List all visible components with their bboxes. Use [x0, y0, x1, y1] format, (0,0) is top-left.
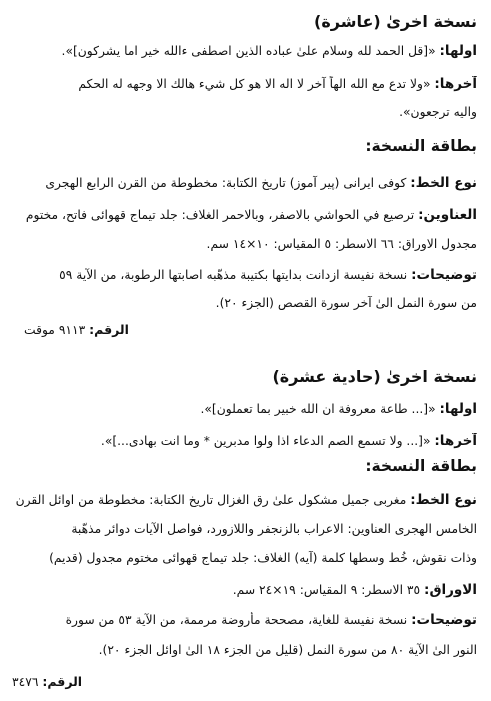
incipit-label: اولها: [439, 43, 477, 59]
incipit-line [12, 401, 477, 418]
notes-continuation: من سورة النمل الىٰ آخر سورة القصص (الجزء ٢٠). [215, 296, 477, 310]
explicit-line [12, 76, 477, 93]
card-heading: بطاقة النسخة: [365, 457, 477, 475]
notes-continuation: النور الىٰ الآية ٨٠ من سورة النمل (قليل من الجزء ١٨ الىٰ اوائل الجزء ٢٠). [98, 643, 477, 657]
card-heading: بطاقة النسخة: [365, 137, 477, 155]
shelf-number [24, 322, 129, 337]
explicit-line [12, 433, 477, 450]
notes-line [12, 267, 477, 284]
script-text: كوفى ايرانى (پير آموز) تاريخ الكتابة: مخطوطة من القرن الرابع الهجرى [45, 176, 407, 190]
script-label: نوع الخط: [410, 175, 477, 191]
explicit-label: آخرها: [434, 433, 477, 449]
shelf-number [12, 674, 82, 689]
script-line [12, 492, 477, 509]
explicit-text: «[... ولا تسمع الصم الدعاء اذا ولوا مدبرين * وما انت بهادى...]». [100, 434, 431, 448]
section-title: نسخة اخرىٰ (حادية عشرة) [272, 367, 477, 386]
folios-line: مجدول الاوراق: ٦٦ الاسطر: ٥ المقياس: ١٠×١٤ سم. [206, 237, 477, 251]
explicit-text: «ولا تدع مع الله الهاً آخر لا اله الا هو كل شيء هالك الا وجهه له الحكم [78, 77, 431, 91]
script-line [12, 175, 477, 192]
folios-label: الاوراق: [424, 582, 477, 598]
notes-text: نسخة نفيسة للغاية، مصححة مأروضة مرممة، من الآية ٥٣ من سورة [65, 613, 408, 627]
notes-text: نسخة نفيسة ازدانت بدايتها بكتيبة مذهّبه اصابتها الرطوبة، من الآية ٥٩ [59, 268, 408, 282]
details-line: وذات نقوش، خُط وسطها كلمة (آيه) الغلاف: جلد تيماج قهوائى مختوم مجدول (قديم) [49, 551, 477, 565]
notes-label: توضيحات: [411, 267, 477, 283]
incipit-line [12, 43, 477, 60]
folios-line [12, 582, 477, 599]
titles-text: ترصيع في الحواشي بالاصفر، وبالاحمر الغلاف: جلد تيماج قهوائى فاتح، مختوم [25, 208, 415, 222]
incipit-text: «[قل الحمد لله وسلام علىٰ عباده الذين اصطفى ءالله خير اما يشركون]». [61, 44, 436, 58]
number-value: ٩١١٣ موقت [24, 323, 86, 337]
titles-label: العناوين: [418, 207, 477, 223]
script-text: مغربى جميل مشكول علىٰ رق الغزال تاريخ الكتابة: مخطوطة من اوائل القرن [15, 493, 407, 507]
folios-text: ٣٥ الاسطر: ٩ المقياس: ١٩×٢٤ سم. [232, 583, 421, 597]
number-label: الرقم: [42, 674, 83, 689]
incipit-text: «[... طاعة معروفة ان الله خبير بما تعملون]». [200, 402, 436, 416]
script-label: نوع الخط: [410, 492, 477, 508]
notes-label: توضيحات: [411, 612, 477, 628]
section-title: نسخة اخرىٰ (عاشرة) [314, 12, 477, 31]
notes-line [12, 612, 477, 629]
details-line: الخامس الهجرى العناوين: الاعراب بالزنجفر واللازورد، فواصل الآيات دوائر مذهّبة [71, 522, 477, 536]
number-label: الرقم: [89, 322, 129, 337]
titles-line [12, 207, 477, 224]
number-value: ٣٤٧٦ [12, 675, 39, 689]
incipit-label: اولها: [439, 401, 477, 417]
explicit-label: آخرها: [434, 76, 477, 92]
explicit-continuation: واليه ترجعون». [399, 105, 477, 119]
